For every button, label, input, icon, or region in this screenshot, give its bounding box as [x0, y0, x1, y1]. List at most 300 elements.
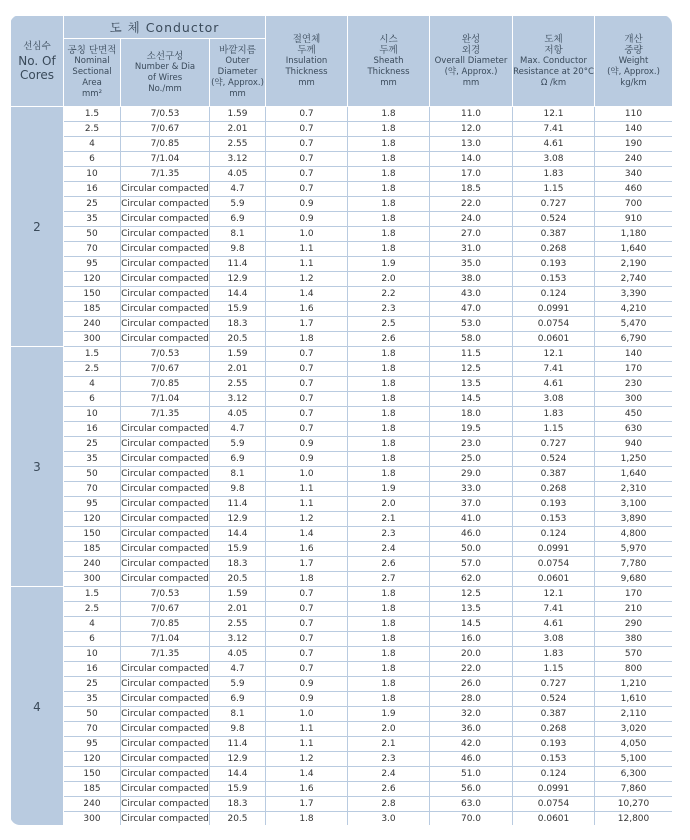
cell-weight: 1,250	[595, 452, 673, 467]
header-insulation-en1: Insulation	[285, 55, 328, 66]
cell-area: 50	[64, 227, 121, 242]
table-row	[11, 227, 673, 242]
cell-area: 16	[64, 182, 121, 197]
cell-wires: 7/1.35	[121, 167, 210, 182]
header-overall-en1: Overall Diameter	[434, 55, 508, 66]
cell-sheath: 1.8	[348, 437, 430, 452]
cell-wires: Circular compacted	[121, 317, 210, 332]
cell-outer-diameter: 3.12	[210, 152, 266, 167]
cell-resistance: 3.08	[513, 392, 595, 407]
header-wires-unit: No./mm	[148, 83, 182, 94]
cell-sheath: 1.8	[348, 182, 430, 197]
cell-insulation: 1.0	[266, 467, 348, 482]
cell-resistance: 12.1	[513, 587, 595, 602]
cell-sheath: 1.8	[348, 617, 430, 632]
header-weight	[595, 16, 673, 107]
header-area-en3: Area	[82, 78, 102, 88]
cell-wires: 7/0.67	[121, 122, 210, 137]
cell-sheath: 1.8	[348, 692, 430, 707]
cell-wires: Circular compacted	[121, 527, 210, 542]
header-wires-en1: Number & Dia	[134, 61, 196, 72]
cell-area: 4	[64, 377, 121, 392]
cell-insulation: 1.7	[266, 317, 348, 332]
header-sheath-en2: Thickness	[367, 66, 410, 77]
cell-insulation: 1.4	[266, 287, 348, 302]
table-row	[11, 317, 673, 332]
cell-sheath: 1.8	[348, 167, 430, 182]
table-row	[11, 347, 673, 362]
cell-resistance: 0.124	[513, 527, 595, 542]
header-resistance	[513, 16, 595, 107]
cell-sheath: 2.3	[348, 752, 430, 767]
cell-area: 2.5	[64, 362, 121, 377]
cell-overall-diameter: 14.0	[430, 152, 513, 167]
cell-outer-diameter: 9.8	[210, 482, 266, 497]
cell-insulation: 0.7	[266, 602, 348, 617]
cell-insulation: 0.7	[266, 152, 348, 167]
cell-wires: Circular compacted	[121, 737, 210, 752]
cell-weight: 2,190	[595, 257, 673, 272]
cell-resistance: 0.193	[513, 257, 595, 272]
table-row	[11, 137, 673, 152]
cell-weight: 5,470	[595, 317, 673, 332]
cell-resistance: 0.387	[513, 467, 595, 482]
cell-outer-diameter: 12.9	[210, 512, 266, 527]
cell-overall-diameter: 16.0	[430, 632, 513, 647]
cell-insulation: 1.1	[266, 257, 348, 272]
cell-area: 185	[64, 302, 121, 317]
cell-area: 25	[64, 437, 121, 452]
cell-outer-diameter: 5.9	[210, 677, 266, 692]
cell-sheath: 2.2	[348, 287, 430, 302]
cell-weight: 190	[595, 137, 673, 152]
cell-area: 1.5	[64, 587, 121, 602]
cell-insulation: 1.8	[266, 812, 348, 826]
cell-resistance: 0.124	[513, 287, 595, 302]
cell-resistance: 1.83	[513, 167, 595, 182]
header-insulation	[266, 16, 348, 107]
cell-weight: 7,860	[595, 782, 673, 797]
table-row	[11, 647, 673, 662]
cell-insulation: 1.0	[266, 707, 348, 722]
cell-area: 240	[64, 797, 121, 812]
cell-sheath: 1.8	[348, 677, 430, 692]
cell-resistance: 3.08	[513, 152, 595, 167]
cell-wires: Circular compacted	[121, 272, 210, 287]
cell-weight: 630	[595, 422, 673, 437]
cores-group-cell: 2	[11, 107, 64, 347]
cell-area: 240	[64, 557, 121, 572]
cell-insulation: 1.1	[266, 482, 348, 497]
cell-resistance: 7.41	[513, 362, 595, 377]
cell-area: 16	[64, 422, 121, 437]
table-row	[11, 692, 673, 707]
table-row	[11, 197, 673, 212]
cell-insulation: 1.2	[266, 272, 348, 287]
cell-area: 300	[64, 572, 121, 587]
cell-overall-diameter: 62.0	[430, 572, 513, 587]
table-row	[11, 302, 673, 317]
cell-insulation: 0.7	[266, 182, 348, 197]
cell-area: 10	[64, 647, 121, 662]
cell-area: 6	[64, 392, 121, 407]
table-row	[11, 182, 673, 197]
cell-outer-diameter: 8.1	[210, 707, 266, 722]
cell-sheath: 2.1	[348, 512, 430, 527]
table-row	[11, 602, 673, 617]
cell-insulation: 1.1	[266, 737, 348, 752]
cell-sheath: 2.0	[348, 722, 430, 737]
header-weight-unit: kg/km	[620, 77, 647, 88]
table-row	[11, 392, 673, 407]
header-cores-en2: Cores	[19, 68, 55, 82]
cell-sheath: 1.8	[348, 602, 430, 617]
table-row	[11, 377, 673, 392]
cell-insulation: 1.1	[266, 722, 348, 737]
cell-area: 6	[64, 152, 121, 167]
cell-overall-diameter: 38.0	[430, 272, 513, 287]
cell-insulation: 1.4	[266, 767, 348, 782]
cell-weight: 3,020	[595, 722, 673, 737]
table-row	[11, 272, 673, 287]
cell-insulation: 1.4	[266, 527, 348, 542]
cell-insulation: 1.0	[266, 227, 348, 242]
cell-area: 120	[64, 512, 121, 527]
cell-weight: 1,210	[595, 677, 673, 692]
cell-overall-diameter: 28.0	[430, 692, 513, 707]
cell-outer-diameter: 12.9	[210, 752, 266, 767]
cell-sheath: 1.9	[348, 707, 430, 722]
cell-overall-diameter: 23.0	[430, 437, 513, 452]
header-insulation-unit: mm	[298, 77, 315, 88]
cell-area: 95	[64, 497, 121, 512]
cell-area: 35	[64, 212, 121, 227]
cell-outer-diameter: 20.5	[210, 572, 266, 587]
cell-insulation: 0.7	[266, 122, 348, 137]
cell-sheath: 1.8	[348, 467, 430, 482]
cell-resistance: 1.83	[513, 407, 595, 422]
cell-insulation: 0.7	[266, 407, 348, 422]
cell-wires: 7/1.04	[121, 152, 210, 167]
table-body	[11, 107, 673, 826]
cell-weight: 140	[595, 122, 673, 137]
cell-weight: 1,180	[595, 227, 673, 242]
cell-weight: 230	[595, 377, 673, 392]
cell-sheath: 2.8	[348, 797, 430, 812]
cell-overall-diameter: 42.0	[430, 737, 513, 752]
cell-weight: 3,890	[595, 512, 673, 527]
header-outer-kr: 바깥지름	[219, 45, 256, 56]
header-wires-kr: 소선구성	[146, 50, 184, 62]
cell-sheath: 2.7	[348, 572, 430, 587]
cell-overall-diameter: 36.0	[430, 722, 513, 737]
cell-wires: Circular compacted	[121, 422, 210, 437]
cell-overall-diameter: 63.0	[430, 797, 513, 812]
cell-outer-diameter: 6.9	[210, 692, 266, 707]
cell-resistance: 4.61	[513, 137, 595, 152]
cell-area: 300	[64, 812, 121, 826]
cell-resistance: 12.1	[513, 347, 595, 362]
table-row	[11, 587, 673, 602]
cell-outer-diameter: 14.4	[210, 287, 266, 302]
table-row	[11, 332, 673, 347]
cell-resistance: 0.524	[513, 212, 595, 227]
cell-wires: Circular compacted	[121, 197, 210, 212]
cell-weight: 700	[595, 197, 673, 212]
cell-wires: Circular compacted	[121, 542, 210, 557]
header-weight-kr2: 중량	[624, 44, 643, 56]
cell-overall-diameter: 32.0	[430, 707, 513, 722]
cell-wires: Circular compacted	[121, 812, 210, 826]
cell-weight: 450	[595, 407, 673, 422]
cell-insulation: 1.6	[266, 782, 348, 797]
cell-weight: 4,800	[595, 527, 673, 542]
cell-sheath: 1.8	[348, 377, 430, 392]
header-resistance-unit: Ω /km	[540, 77, 567, 88]
cell-overall-diameter: 12.0	[430, 122, 513, 137]
cell-resistance: 1.83	[513, 647, 595, 662]
cell-insulation: 1.7	[266, 557, 348, 572]
cell-overall-diameter: 37.0	[430, 497, 513, 512]
cell-area: 6	[64, 632, 121, 647]
cell-sheath: 2.4	[348, 542, 430, 557]
cell-insulation: 0.7	[266, 647, 348, 662]
cell-sheath: 3.0	[348, 812, 430, 826]
cell-outer-diameter: 2.55	[210, 377, 266, 392]
cell-wires: Circular compacted	[121, 467, 210, 482]
cell-weight: 5,970	[595, 542, 673, 557]
cell-weight: 6,790	[595, 332, 673, 347]
table-row	[11, 557, 673, 572]
cell-weight: 3,390	[595, 287, 673, 302]
cell-sheath: 2.6	[348, 332, 430, 347]
header-resistance-kr1: 도체	[544, 33, 563, 45]
cell-wires: Circular compacted	[121, 782, 210, 797]
table-row	[11, 542, 673, 557]
cell-area: 10	[64, 167, 121, 182]
cable-spec-table-container	[10, 15, 672, 825]
cell-weight: 800	[595, 662, 673, 677]
cell-weight: 240	[595, 152, 673, 167]
cell-sheath: 1.8	[348, 392, 430, 407]
cell-wires: Circular compacted	[121, 227, 210, 242]
cell-area: 16	[64, 662, 121, 677]
cell-wires: Circular compacted	[121, 437, 210, 452]
header-overall-kr1: 완성	[461, 33, 481, 45]
cell-resistance: 0.0754	[513, 317, 595, 332]
cell-area: 120	[64, 272, 121, 287]
cell-sheath: 2.4	[348, 767, 430, 782]
cell-wires: 7/0.67	[121, 602, 210, 617]
cell-outer-diameter: 5.9	[210, 197, 266, 212]
header-sheath-kr1: 시스	[379, 33, 398, 45]
cell-sheath: 1.8	[348, 347, 430, 362]
cell-resistance: 0.727	[513, 437, 595, 452]
table-row	[11, 242, 673, 257]
cell-insulation: 0.7	[266, 107, 348, 122]
cell-area: 185	[64, 542, 121, 557]
cell-overall-diameter: 13.5	[430, 377, 513, 392]
cell-overall-diameter: 17.0	[430, 167, 513, 182]
cell-weight: 2,740	[595, 272, 673, 287]
cell-wires: 7/1.35	[121, 647, 210, 662]
cell-wires: Circular compacted	[121, 242, 210, 257]
table-row	[11, 467, 673, 482]
cell-insulation: 0.9	[266, 437, 348, 452]
cell-overall-diameter: 13.5	[430, 602, 513, 617]
cell-outer-diameter: 2.01	[210, 122, 266, 137]
header-insulation-kr2: 두께	[297, 44, 316, 56]
cell-outer-diameter: 4.7	[210, 182, 266, 197]
cell-resistance: 0.268	[513, 722, 595, 737]
header-overall-diameter	[430, 16, 513, 107]
table-row	[11, 257, 673, 272]
cell-wires: 7/0.85	[121, 617, 210, 632]
cell-weight: 3,100	[595, 497, 673, 512]
cell-weight: 170	[595, 587, 673, 602]
cell-area: 2.5	[64, 602, 121, 617]
header-area-en2: Sectional	[72, 67, 112, 77]
cell-overall-diameter: 24.0	[430, 212, 513, 227]
cell-insulation: 0.7	[266, 347, 348, 362]
table-row	[11, 767, 673, 782]
cell-overall-diameter: 12.5	[430, 587, 513, 602]
cell-wires: Circular compacted	[121, 707, 210, 722]
cell-area: 150	[64, 287, 121, 302]
cell-resistance: 0.268	[513, 242, 595, 257]
cell-insulation: 0.9	[266, 197, 348, 212]
table-row	[11, 722, 673, 737]
cell-area: 185	[64, 782, 121, 797]
cell-insulation: 0.7	[266, 137, 348, 152]
cell-insulation: 1.7	[266, 797, 348, 812]
cell-overall-diameter: 50.0	[430, 542, 513, 557]
cell-area: 70	[64, 722, 121, 737]
cell-outer-diameter: 12.9	[210, 272, 266, 287]
cell-resistance: 0.0991	[513, 302, 595, 317]
cell-insulation: 0.7	[266, 392, 348, 407]
table-row	[11, 527, 673, 542]
cell-area: 95	[64, 737, 121, 752]
header-area-kr: 공칭 단면적	[67, 45, 117, 56]
cell-resistance: 0.727	[513, 197, 595, 212]
cell-weight: 170	[595, 362, 673, 377]
cell-outer-diameter: 18.3	[210, 797, 266, 812]
table-row	[11, 497, 673, 512]
cell-outer-diameter: 6.9	[210, 452, 266, 467]
cell-overall-diameter: 18.0	[430, 407, 513, 422]
table-row	[11, 167, 673, 182]
cell-resistance: 0.0991	[513, 542, 595, 557]
cell-overall-diameter: 27.0	[430, 227, 513, 242]
cell-resistance: 0.727	[513, 677, 595, 692]
cell-insulation: 1.2	[266, 752, 348, 767]
cell-area: 10	[64, 407, 121, 422]
cell-overall-diameter: 14.5	[430, 617, 513, 632]
cell-overall-diameter: 58.0	[430, 332, 513, 347]
header-insulation-kr1: 절연체	[292, 33, 321, 45]
cell-outer-diameter: 2.55	[210, 617, 266, 632]
cell-overall-diameter: 11.0	[430, 107, 513, 122]
cell-area: 2.5	[64, 122, 121, 137]
cell-sheath: 1.8	[348, 242, 430, 257]
cell-wires: Circular compacted	[121, 677, 210, 692]
cell-outer-diameter: 20.5	[210, 812, 266, 826]
cell-wires: Circular compacted	[121, 182, 210, 197]
cell-sheath: 1.8	[348, 122, 430, 137]
cell-outer-diameter: 15.9	[210, 782, 266, 797]
cell-overall-diameter: 53.0	[430, 317, 513, 332]
cell-resistance: 0.124	[513, 767, 595, 782]
cell-insulation: 1.1	[266, 497, 348, 512]
cell-wires: 7/0.53	[121, 587, 210, 602]
cell-outer-diameter: 2.01	[210, 362, 266, 377]
cell-resistance: 12.1	[513, 107, 595, 122]
cell-resistance: 3.08	[513, 632, 595, 647]
cell-wires: Circular compacted	[121, 497, 210, 512]
table-row	[11, 707, 673, 722]
cell-area: 1.5	[64, 347, 121, 362]
cell-wires: Circular compacted	[121, 332, 210, 347]
cell-sheath: 1.8	[348, 587, 430, 602]
cell-weight: 2,310	[595, 482, 673, 497]
header-outer-diameter	[210, 39, 266, 107]
cell-wires: Circular compacted	[121, 302, 210, 317]
cell-overall-diameter: 57.0	[430, 557, 513, 572]
cores-group-cell: 3	[11, 347, 64, 587]
table-row	[11, 482, 673, 497]
cell-outer-diameter: 11.4	[210, 257, 266, 272]
cell-overall-diameter: 11.5	[430, 347, 513, 362]
cell-weight: 2,110	[595, 707, 673, 722]
cell-area: 95	[64, 257, 121, 272]
header-outer-en2: Diameter	[217, 67, 258, 77]
cell-weight: 460	[595, 182, 673, 197]
cell-overall-diameter: 25.0	[430, 452, 513, 467]
cell-resistance: 0.387	[513, 707, 595, 722]
cell-outer-diameter: 14.4	[210, 767, 266, 782]
cell-sheath: 1.8	[348, 152, 430, 167]
cell-resistance: 0.0601	[513, 572, 595, 587]
cell-sheath: 1.8	[348, 137, 430, 152]
cell-resistance: 0.0601	[513, 812, 595, 826]
table-row	[11, 107, 673, 122]
cell-weight: 10,270	[595, 797, 673, 812]
header-weight-kr1: 개산	[624, 33, 643, 45]
cell-area: 4	[64, 137, 121, 152]
table-row	[11, 812, 673, 826]
cell-sheath: 2.0	[348, 497, 430, 512]
cell-overall-diameter: 22.0	[430, 197, 513, 212]
cell-resistance: 1.15	[513, 182, 595, 197]
cell-sheath: 1.8	[348, 647, 430, 662]
table-row	[11, 572, 673, 587]
cell-overall-diameter: 43.0	[430, 287, 513, 302]
cell-overall-diameter: 31.0	[430, 242, 513, 257]
cell-sheath: 2.1	[348, 737, 430, 752]
cell-resistance: 0.153	[513, 752, 595, 767]
cell-sheath: 1.8	[348, 107, 430, 122]
cell-outer-diameter: 4.05	[210, 647, 266, 662]
cell-insulation: 0.7	[266, 377, 348, 392]
cell-weight: 5,100	[595, 752, 673, 767]
cell-weight: 570	[595, 647, 673, 662]
cell-weight: 6,300	[595, 767, 673, 782]
cell-sheath: 1.9	[348, 482, 430, 497]
cell-outer-diameter: 1.59	[210, 107, 266, 122]
cell-overall-diameter: 46.0	[430, 752, 513, 767]
cell-wires: Circular compacted	[121, 767, 210, 782]
